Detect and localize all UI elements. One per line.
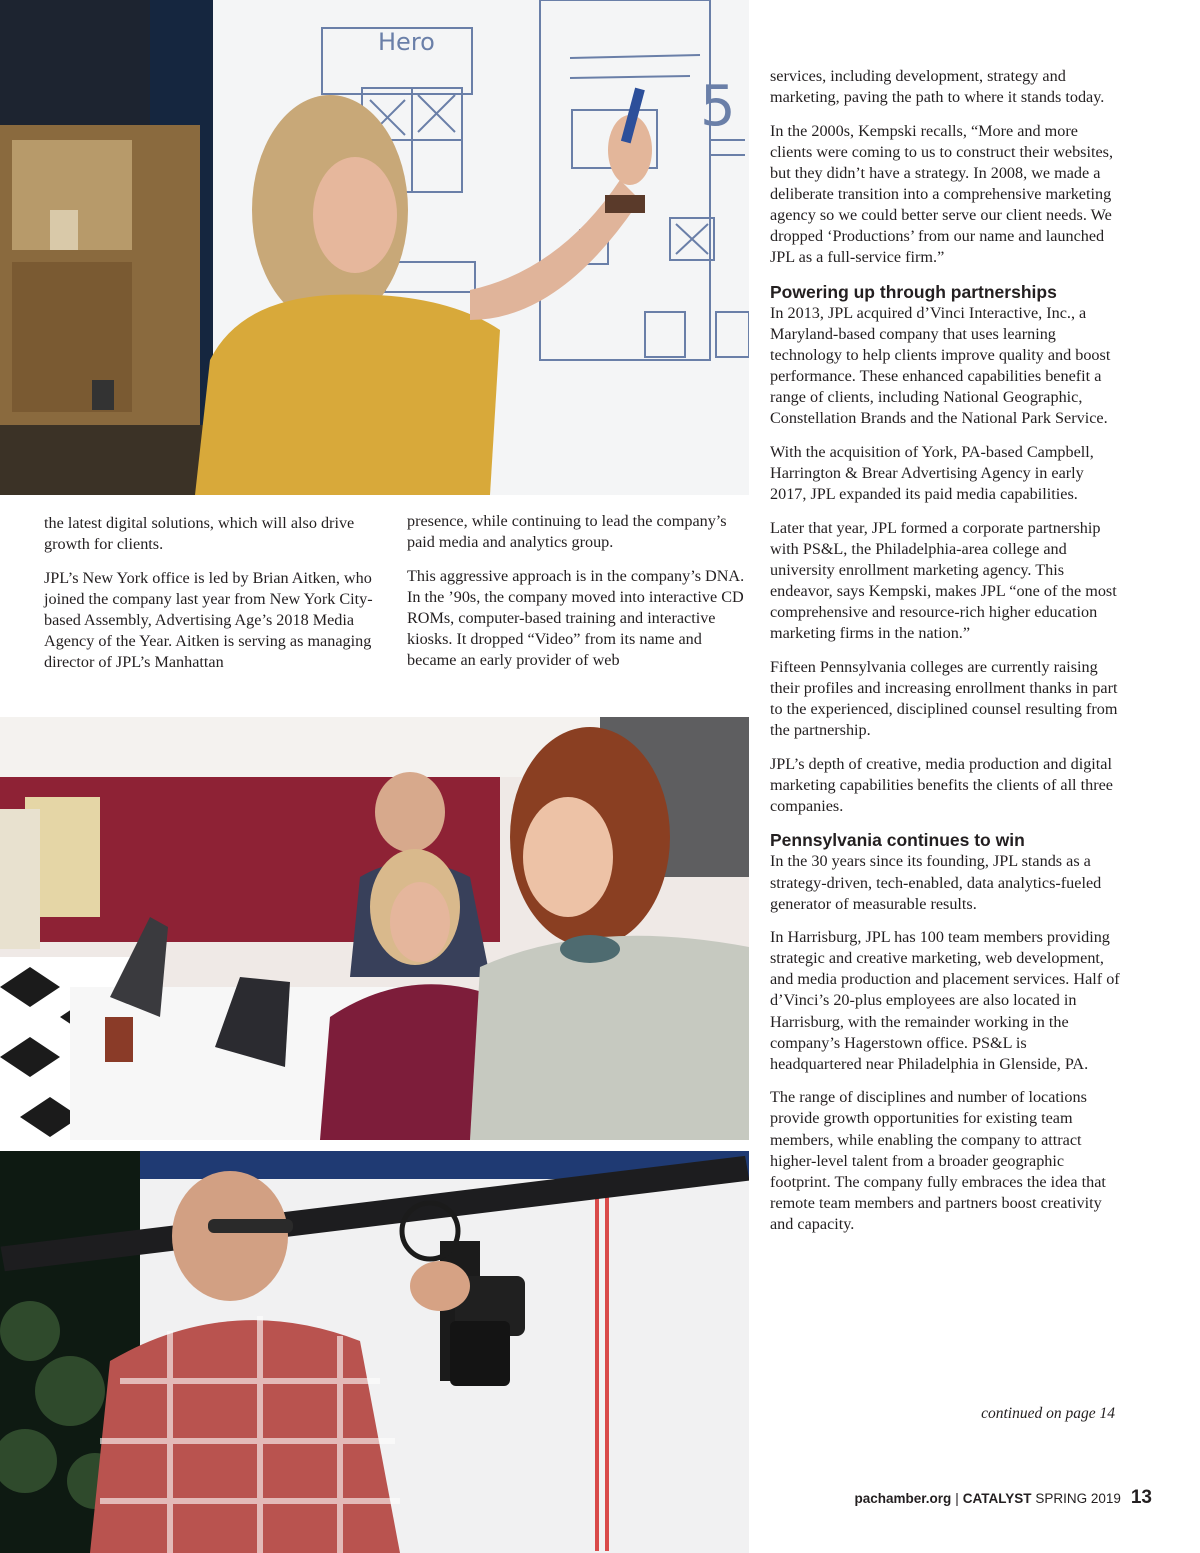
- paragraph: With the acquisition of York, PA-based Campbell, Harrington & Brear Advertising Agency in early 2017, JPL expanded its paid media capabilities.: [770, 442, 1094, 504]
- article-column-right: [770, 66, 1120, 1248]
- sketch-hero-label: Hero: [378, 28, 435, 56]
- footer-issue: SPRING 2019: [1035, 1491, 1121, 1506]
- photo-camera-operator: [0, 1151, 749, 1553]
- footer-separator: |: [955, 1491, 959, 1506]
- paragraph: In the 30 years since its founding, JPL stands as a strategy-driven, tech-enabled, data analytics-fueled generator of measurable results.: [770, 852, 1102, 913]
- paragraph: In Harrisburg, JPL has 100 team members providing strategic and creative marketing, web development, and media production and placement services. Half of d’Vinci’s 20-plus employees are also located in Harrisburg, with the remainder working in the company’s Hagerstown office. PS&L is headquartered near Philadelphia in Glenside, PA.: [770, 928, 1120, 1073]
- paragraph: This aggressive approach is in the company’s DNA. In the ’90s, the company moved into interactive CD ROMs, computer-based training and interactive kiosks. It dropped “Video” from its name and became an early provider of web: [407, 566, 745, 670]
- page-number: 13: [1130, 1487, 1152, 1508]
- paragraph: JPL’s depth of creative, media production and digital marketing capabilities benefits the clients of all three companies.: [770, 754, 1113, 815]
- paragraph: Fifteen Pennsylvania colleges are currently raising their profiles and increasing enrollment thanks in part to the experienced, disciplined counsel resulting from the partnership.: [770, 657, 1118, 740]
- paragraph: the latest digital solutions, which will also drive growth for clients.: [44, 514, 355, 554]
- paragraph: services, including development, strategy and marketing, paving the path to where it stands today.: [770, 67, 1105, 107]
- paragraph: In 2013, JPL acquired d’Vinci Interactive, Inc., a Maryland-based company that uses learning technology to help clients improve quality and boost performance. These enhanced capabilities benefit a range of clients, including National Geographic, Constellation Brands and the National Park Service.: [770, 303, 1111, 428]
- sketch-number-label: 5: [700, 74, 736, 139]
- article-column-left: [44, 513, 389, 686]
- paragraph: presence, while continuing to lead the company’s paid media and analytics group.: [407, 512, 727, 552]
- paragraph: In the 2000s, Kempski recalls, “More and more clients were coming to us to construct their websites, but they didn’t have a strategy. In 2008, we made a deliberate transition into a comprehensive marketing agency so we could better serve our client needs. We dropped ‘Productions’ from our name and launched JPL as a full-service firm.”: [770, 121, 1114, 267]
- photo-team-meeting: [0, 717, 749, 1140]
- paragraph: The range of disciplines and number of locations provide growth opportunities for existing team members, while enabling the company to attract higher-level talent from a broader geographic footprint. The company fully embraces the idea that remote team members and partners boost creativity and capacity.: [770, 1088, 1106, 1233]
- section-heading-partnerships: Powering up through partnerships: [770, 281, 1057, 302]
- section-heading-pennsylvania: Pennsylvania continues to win: [770, 830, 1025, 851]
- photo-whiteboard-wireframing: [0, 0, 749, 495]
- article-column-middle: [407, 511, 752, 684]
- page-footer: [854, 1487, 1152, 1509]
- continued-note: continued on page 14: [981, 1405, 1115, 1422]
- footer-site: pachamber.org: [854, 1491, 952, 1506]
- footer-magazine: CATALYST: [962, 1491, 1032, 1506]
- paragraph: JPL’s New York office is led by Brian Aitken, who joined the company last year from New York City-based Assembly, Advertising Age’s 2018 Media Agency of the Year. Aitken is serving as managing director of JPL’s Manhattan: [44, 568, 373, 672]
- paragraph: Later that year, JPL formed a corporate partnership with PS&L, the Philadelphia-area college and university enrollment marketing agency. This endeavor, says Kempski, makes JPL “one of the most comprehensive and resource-rich higher education marketing firms in the nation.”: [770, 518, 1117, 643]
